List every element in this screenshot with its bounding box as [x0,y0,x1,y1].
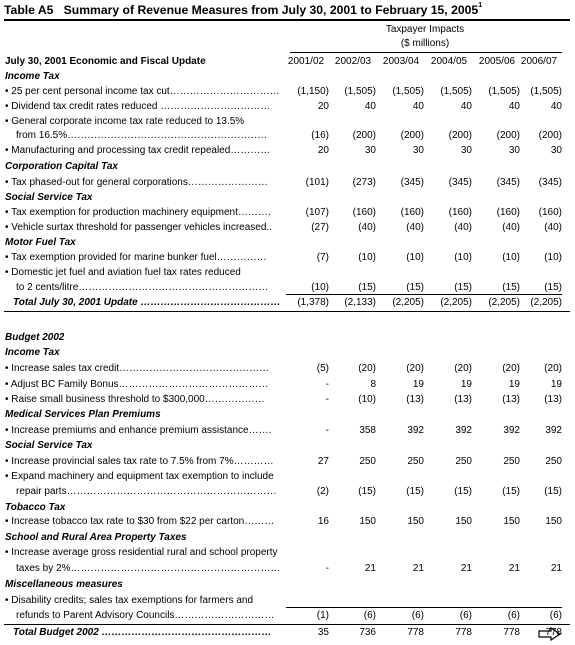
row-label: Social Service Tax [5,192,93,203]
section-heading [0,438,575,453]
table-row [0,514,575,529]
value-cell: (2,133) [344,297,376,308]
value-cell: 21 [508,563,520,574]
table-row [0,250,575,265]
row-label: Budget 2002 [5,332,65,343]
value-cell: (5) [316,363,329,374]
rule [286,607,562,608]
title-footnote-marker: 1 [478,2,483,9]
title-rule [4,19,570,21]
fiscal-year-header: 2006/07 [520,56,558,67]
table-row [0,377,575,392]
value-cell: (1) [316,610,329,621]
value-cell: 30 [550,145,562,156]
value-cell: 40 [412,101,424,112]
arrow-right-icon[interactable] [538,627,562,641]
value-cell: (2,205) [392,297,424,308]
value-cell: 20 [317,101,329,112]
fiscal-year-header: 2004/05 [430,56,468,67]
section-heading [0,530,575,545]
value-cell: 19 [550,379,562,390]
value-cell: (16) [311,130,329,141]
table-row [0,423,575,438]
value-cell: (15) [454,282,472,293]
row-label: • Dividend tax credit rates reduced …………………………… [5,101,271,112]
value-cell: 40 [460,101,472,112]
value-cell: 20 [317,145,329,156]
value-cell: 30 [508,145,520,156]
table-row [0,392,575,407]
row-label: from 16.5%…………………………………………………… [16,130,268,141]
table-row [0,143,575,158]
row-label: • Tax phased-out for general corporations…………………… [5,177,268,188]
row-label: • Tax exemption for production machinery equipment………. [5,207,271,218]
table-row [0,361,575,376]
header-taxpayer-impacts: Taxpayer Impacts [385,24,465,35]
fiscal-year-header: 2005/06 [478,56,516,67]
value-cell: (2,205) [530,297,562,308]
value-cell: 35 [317,627,329,638]
value-cell: 8 [370,379,376,390]
value-cell: 392 [503,425,520,436]
value-cell: (1,378) [297,297,329,308]
table-row [0,608,575,623]
value-cell: 21 [550,563,562,574]
value-cell: (345) [496,177,520,188]
value-cell: (15) [544,282,562,293]
value-cell: 250 [359,456,376,467]
value-cell: 250 [503,456,520,467]
value-cell: (2,205) [440,297,472,308]
row-label: Income Tax [5,71,60,82]
value-cell: (13) [544,394,562,405]
value-cell: 19 [460,379,472,390]
value-cell: (40) [502,222,520,233]
value-cell: (1,505) [344,86,376,97]
row-label: • Increase premiums and enhance premium assistance……. [5,425,272,436]
value-cell: (1,505) [530,86,562,97]
header-rule [290,52,562,53]
row-label: Social Service Tax [5,440,93,451]
value-cell: (160) [538,207,562,218]
value-cell: (273) [352,177,376,188]
value-cell: 150 [503,516,520,527]
row-label: July 30, 2001 Economic and Fiscal Update [5,56,206,67]
table-row [0,280,575,295]
value-cell: 150 [455,516,472,527]
table-title [4,3,482,17]
rule [4,624,570,625]
value-cell: (10) [358,394,376,405]
value-cell: - [325,425,329,436]
value-cell: (15) [358,486,376,497]
value-cell: 392 [545,425,562,436]
value-cell: (101) [305,177,329,188]
value-cell: (6) [549,610,562,621]
value-cell: 30 [460,145,472,156]
section-heading [0,500,575,515]
value-cell: (15) [502,282,520,293]
row-label: • Increase tobacco tax rate to $30 from $22 per carton……… [5,516,275,527]
table-row [0,205,575,220]
value-cell: 392 [407,425,424,436]
value-cell: (2,205) [488,297,520,308]
value-cell: (7) [316,252,329,263]
row-label: Income Tax [5,347,60,358]
row-label: Motor Fuel Tax [5,237,76,248]
value-cell: (200) [538,130,562,141]
value-cell: (6) [363,610,376,621]
value-cell: (107) [305,207,329,218]
table-row [0,220,575,235]
value-cell: 21 [412,563,424,574]
value-cell: 19 [508,379,520,390]
value-cell: (160) [352,207,376,218]
row-label: • Disability credits; sales tax exemptions for farmers and [5,595,254,606]
row-label: Miscellaneous measures [5,579,123,590]
row-label: Tobacco Tax [5,502,66,513]
value-cell: 736 [359,627,376,638]
table-row [0,128,575,143]
value-cell: (40) [406,222,424,233]
total-row [0,295,575,310]
row-label: • Increase provincial sales tax rate to 7.5% from 7%………… [5,456,274,467]
value-cell: 40 [508,101,520,112]
value-cell: 250 [455,456,472,467]
table-row [0,114,575,129]
row-label: Total July 30, 2001 Update …………………………………… [13,297,281,308]
section-heading [0,330,575,345]
value-cell: (20) [544,363,562,374]
value-cell: (10) [358,252,376,263]
value-cell: (10) [502,252,520,263]
value-cell: (345) [400,177,424,188]
value-cell: 778 [545,627,562,638]
value-cell: (15) [406,282,424,293]
row-label: • General corporate income tax rate reduced to 13.5% [5,116,245,127]
header-units: ($ millions) [400,38,450,49]
value-cell: 19 [412,379,424,390]
value-cell: 21 [460,563,472,574]
row-label: • Increase sales tax credit……………………………………… [5,363,270,374]
value-cell: (160) [496,207,520,218]
value-cell: (40) [358,222,376,233]
value-cell: (1,150) [297,86,329,97]
value-cell: 150 [407,516,424,527]
row-label: • Vehicle surtax threshold for passenger vehicles increased.. [5,222,272,233]
table-number: Table A5 [4,3,54,17]
table-row [0,265,575,280]
value-cell: (200) [400,130,424,141]
value-cell: (13) [454,394,472,405]
row-label: • Adjust BC Family Bonus……………………………………… [5,379,269,390]
value-cell: (6) [507,610,520,621]
value-cell: (15) [454,486,472,497]
row-label: School and Rural Area Property Taxes [5,532,187,543]
value-cell: (6) [459,610,472,621]
row-label: refunds to Parent Advisory Councils………………………… [16,610,275,621]
section-heading [0,190,575,205]
value-cell: (10) [544,252,562,263]
column-header-row [0,54,575,69]
value-cell: (15) [544,486,562,497]
value-cell: 40 [364,101,376,112]
fiscal-year-header: 2003/04 [382,56,420,67]
table-title-text: Summary of Revenue Measures from July 30, 2001 to February 15, 2005 [63,3,479,17]
row-label: • 25 per cent personal income tax cut…………………………… [5,86,280,97]
row-label: • Expand machinery and equipment tax exemption to include [5,471,274,482]
value-cell: (1,505) [440,86,472,97]
total-row [0,625,575,640]
value-cell: (160) [448,207,472,218]
value-cell: (13) [502,394,520,405]
table-row [0,99,575,114]
value-cell: - [325,379,329,390]
row-label: • Tax exemption provided for marine bunker fuel…………… [5,252,267,263]
value-cell: 21 [364,563,376,574]
section-heading [0,69,575,84]
value-cell: (15) [502,486,520,497]
value-cell: (200) [352,130,376,141]
table-row [0,469,575,484]
table-row [0,175,575,190]
row-label: Corporation Capital Tax [5,161,118,172]
row-label: taxes by 2%……………………………………………………… [16,563,281,574]
table-row [0,454,575,469]
section-heading [0,407,575,422]
value-cell: (200) [496,130,520,141]
value-cell: (10) [406,252,424,263]
value-cell: (200) [448,130,472,141]
section-heading [0,159,575,174]
value-cell: (40) [454,222,472,233]
value-cell: (20) [358,363,376,374]
value-cell: 150 [545,516,562,527]
value-cell: (20) [406,363,424,374]
value-cell: (160) [400,207,424,218]
value-cell: (20) [454,363,472,374]
row-label: • Manufacturing and processing tax credit repealed………… [5,145,271,156]
fiscal-year-header: 2002/03 [334,56,372,67]
value-cell: 150 [359,516,376,527]
value-cell: (2) [316,486,329,497]
value-cell: (10) [311,282,329,293]
value-cell: 27 [317,456,329,467]
row-label: to 2 cents/litre………………………………………………… [16,282,269,293]
value-cell: (27) [311,222,329,233]
value-cell: (10) [454,252,472,263]
value-cell: 778 [407,627,424,638]
section-heading [0,345,575,360]
value-cell: (6) [411,610,424,621]
value-cell: (15) [358,282,376,293]
value-cell: - [325,563,329,574]
value-cell: (345) [538,177,562,188]
value-cell: (1,505) [488,86,520,97]
rule [4,311,570,312]
value-cell: 40 [550,101,562,112]
value-cell: 778 [455,627,472,638]
table-row [0,484,575,499]
value-cell: 392 [455,425,472,436]
value-cell: - [325,394,329,405]
value-cell: 250 [407,456,424,467]
row-label: Medical Services Plan Premiums [5,409,161,420]
value-cell: 30 [364,145,376,156]
value-cell: 16 [317,516,329,527]
row-label: • Domestic jet fuel and aviation fuel tax rates reduced [5,267,241,278]
value-cell: (345) [448,177,472,188]
value-cell: (1,505) [392,86,424,97]
value-cell: 778 [503,627,520,638]
table-row [0,561,575,576]
table-row [0,545,575,560]
section-heading [0,577,575,592]
row-label: Total Budget 2002 …………………………………………… [13,627,272,638]
value-cell: (13) [406,394,424,405]
value-cell: (40) [544,222,562,233]
row-label: repair parts……………………………………………………… [16,486,277,497]
value-cell: 358 [359,425,376,436]
value-cell: (20) [502,363,520,374]
row-label: • Increase average gross residential rural and school property [5,547,278,558]
table-row [0,593,575,608]
section-heading [0,235,575,250]
value-cell: 30 [412,145,424,156]
rule [286,294,562,295]
row-label: • Raise small business threshold to $300,000……………… [5,394,265,405]
fiscal-year-header: 2001/02 [287,56,325,67]
value-cell: 250 [545,456,562,467]
value-cell: (15) [406,486,424,497]
table-row [0,84,575,99]
